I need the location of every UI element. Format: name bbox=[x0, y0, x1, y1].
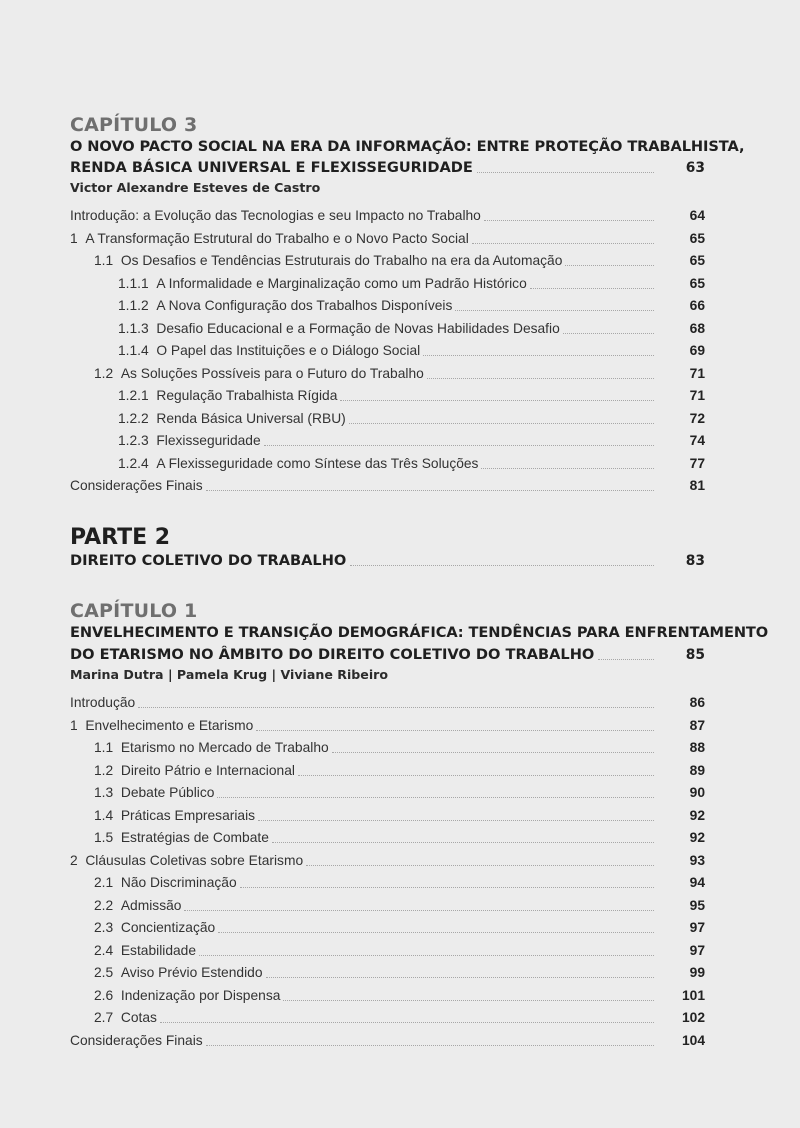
toc-entry[interactable] bbox=[70, 940, 705, 960]
toc-entry[interactable] bbox=[70, 782, 705, 802]
page-number: 77 bbox=[689, 456, 705, 471]
page-number: 93 bbox=[689, 853, 705, 868]
page-number: 97 bbox=[689, 920, 705, 935]
entry-number: 1.1 bbox=[94, 253, 121, 268]
page-number: 71 bbox=[689, 366, 705, 381]
entry-title: A Flexisseguridade como Síntese das Três Soluções bbox=[156, 456, 479, 471]
toc-entry[interactable] bbox=[70, 475, 705, 495]
toc-entry[interactable] bbox=[70, 363, 705, 383]
part-2-title-row[interactable] bbox=[70, 550, 705, 570]
toc-entry[interactable] bbox=[70, 250, 705, 270]
page-number: 66 bbox=[689, 298, 705, 313]
toc-entry[interactable] bbox=[70, 340, 705, 360]
page-number: 86 bbox=[689, 695, 705, 710]
entry-title: Cláusulas Coletivas sobre Etarismo bbox=[85, 853, 304, 868]
entry-title: Os Desafios e Tendências Estruturais do Trabalho na era da Automação bbox=[120, 253, 563, 268]
entry-title: A Transformação Estrutural do Trabalho e o Novo Pacto Social bbox=[85, 231, 469, 246]
entry-number: 2.2 bbox=[94, 898, 121, 913]
chapter-3-title-line1: O NOVO PACTO SOCIAL NA ERA DA INFORMAÇÃO: ENTRE PROTEÇÃO TRABALHISTA, bbox=[70, 138, 745, 155]
entry-title: Direito Pátrio e Internacional bbox=[120, 763, 295, 778]
entry-number: 2.6 bbox=[94, 988, 121, 1003]
entry-title: Práticas Empresariais bbox=[120, 808, 256, 823]
entry-title: Introdução bbox=[70, 695, 136, 710]
leader-dots bbox=[484, 220, 654, 221]
toc-entry[interactable] bbox=[70, 228, 705, 248]
entry-number: 2.5 bbox=[94, 965, 121, 980]
entry-title: Aviso Prévio Estendido bbox=[120, 965, 263, 980]
entry-title: Concientização bbox=[120, 920, 216, 935]
chapter-1-title-row[interactable] bbox=[70, 644, 705, 664]
entry-title: Etarismo no Mercado de Trabalho bbox=[120, 740, 329, 755]
leader-dots bbox=[283, 1000, 654, 1001]
leader-dots bbox=[272, 842, 654, 843]
page-number: 83 bbox=[685, 553, 705, 569]
page-number: 72 bbox=[689, 411, 705, 426]
page-number: 92 bbox=[689, 830, 705, 845]
toc-entry[interactable] bbox=[70, 205, 705, 225]
toc-entry[interactable] bbox=[70, 917, 705, 937]
entry-number: 2.3 bbox=[94, 920, 121, 935]
leader-dots bbox=[266, 977, 655, 978]
leader-dots bbox=[455, 310, 654, 311]
toc-entry[interactable] bbox=[70, 408, 705, 428]
page-number: 63 bbox=[685, 160, 705, 176]
page-number: 85 bbox=[685, 647, 705, 663]
entry-title: Não Discriminação bbox=[120, 875, 237, 890]
page-number: 81 bbox=[689, 478, 705, 493]
entry-number: 1.2.2 bbox=[118, 411, 157, 426]
chapter-1-title-line1: ENVELHECIMENTO E TRANSIÇÃO DEMOGRÁFICA: TENDÊNCIAS PARA ENFRENTAMENTO bbox=[70, 624, 769, 641]
leader-dots bbox=[218, 932, 654, 933]
chapter-3-label: CAPÍTULO 3 bbox=[70, 114, 198, 136]
page-number: 68 bbox=[689, 321, 705, 336]
entry-number: 1.1.2 bbox=[118, 298, 157, 313]
toc-entry[interactable] bbox=[70, 962, 705, 982]
page-number: 71 bbox=[689, 388, 705, 403]
page-number: 88 bbox=[689, 740, 705, 755]
leader-dots bbox=[472, 243, 654, 244]
leader-dots bbox=[199, 955, 654, 956]
toc-entry[interactable] bbox=[70, 737, 705, 757]
toc-entry[interactable] bbox=[70, 318, 705, 338]
entry-number: 2.4 bbox=[94, 943, 121, 958]
entry-title: A Informalidade e Marginalização como um Padrão Histórico bbox=[156, 276, 527, 291]
entry-title: A Nova Configuração dos Trabalhos Disponíveis bbox=[156, 298, 453, 313]
leader-dots bbox=[423, 355, 654, 356]
entry-title: Flexisseguridade bbox=[156, 433, 261, 448]
entry-title: As Soluções Possíveis para o Futuro do Trabalho bbox=[120, 366, 424, 381]
entry-number: 1.4 bbox=[94, 808, 121, 823]
entry-number: 1 bbox=[70, 231, 86, 246]
page-number: 87 bbox=[689, 718, 705, 733]
entry-number: 1.5 bbox=[94, 830, 121, 845]
page-number: 99 bbox=[689, 965, 705, 980]
entry-title: Introdução: a Evolução das Tecnologias e seu Impacto no Trabalho bbox=[70, 208, 481, 223]
page-number: 64 bbox=[689, 208, 705, 223]
page-number: 92 bbox=[689, 808, 705, 823]
leader-dots bbox=[206, 1045, 654, 1046]
toc-entry[interactable] bbox=[70, 805, 705, 825]
entry-title: Desafio Educacional e a Formação de Novas Habilidades Desafio bbox=[156, 321, 560, 336]
leader-dots bbox=[160, 1022, 654, 1023]
entry-title: Indenização por Dispensa bbox=[120, 988, 281, 1003]
leader-dots bbox=[256, 730, 654, 731]
leader-dots bbox=[217, 797, 654, 798]
part-2-label: PARTE 2 bbox=[70, 525, 171, 550]
leader-dots bbox=[264, 445, 654, 446]
toc-entry[interactable] bbox=[70, 715, 705, 735]
leader-dots bbox=[306, 865, 654, 866]
chapter-3-title-row[interactable] bbox=[70, 157, 705, 177]
page-number: 90 bbox=[689, 785, 705, 800]
entry-title: Estabilidade bbox=[120, 943, 197, 958]
page-number: 89 bbox=[689, 763, 705, 778]
part-2-title: DIREITO COLETIVO DO TRABALHO bbox=[70, 552, 347, 569]
entry-number: 1.1.1 bbox=[118, 276, 157, 291]
entry-title: O Papel das Instituições e o Diálogo Social bbox=[156, 343, 421, 358]
chapter-3-title-line2: RENDA BÁSICA UNIVERSAL E FLEXISSEGURIDADE bbox=[70, 159, 473, 176]
entry-title: Considerações Finais bbox=[70, 1033, 203, 1048]
page-number: 65 bbox=[689, 276, 705, 291]
leader-dots bbox=[206, 490, 654, 491]
entry-number: 1.2 bbox=[94, 763, 121, 778]
toc-entry[interactable] bbox=[70, 295, 705, 315]
entry-number: 1.2 bbox=[94, 366, 121, 381]
leader-dots bbox=[598, 659, 654, 660]
toc-entry[interactable] bbox=[70, 1007, 705, 1027]
entry-title: Considerações Finais bbox=[70, 478, 203, 493]
entry-number: 1.1 bbox=[94, 740, 121, 755]
leader-dots bbox=[565, 265, 654, 266]
page-number: 74 bbox=[689, 433, 705, 448]
toc-entry[interactable] bbox=[70, 273, 705, 293]
leader-dots bbox=[332, 752, 654, 753]
entry-number: 1.3 bbox=[94, 785, 121, 800]
leader-dots bbox=[563, 333, 654, 334]
leader-dots bbox=[481, 468, 654, 469]
chapter-1-label: CAPÍTULO 1 bbox=[70, 600, 198, 622]
entry-title: Envelhecimento e Etarismo bbox=[85, 718, 254, 733]
entry-title: Debate Público bbox=[120, 785, 215, 800]
page-number: 102 bbox=[681, 1010, 705, 1025]
page-number: 94 bbox=[689, 875, 705, 890]
toc-entry[interactable] bbox=[70, 1030, 705, 1050]
leader-dots bbox=[350, 565, 654, 566]
page-number: 65 bbox=[689, 253, 705, 268]
toc-entry[interactable] bbox=[70, 872, 705, 892]
toc-entry[interactable] bbox=[70, 692, 705, 712]
chapter-3-author: Victor Alexandre Esteves de Castro bbox=[70, 180, 321, 195]
page-number: 97 bbox=[689, 943, 705, 958]
page-number: 104 bbox=[681, 1033, 705, 1048]
entry-number: 1.1.4 bbox=[118, 343, 157, 358]
page-number: 65 bbox=[689, 231, 705, 246]
page-number: 69 bbox=[689, 343, 705, 358]
entry-number: 2.7 bbox=[94, 1010, 121, 1025]
entry-number: 1.1.3 bbox=[118, 321, 157, 336]
chapter-1-title-line2: DO ETARISMO NO ÂMBITO DO DIREITO COLETIVO DO TRABALHO bbox=[70, 646, 595, 663]
leader-dots bbox=[477, 172, 654, 173]
leader-dots bbox=[530, 288, 654, 289]
entry-number: 1.2.3 bbox=[118, 433, 157, 448]
entry-number: 2 bbox=[70, 853, 86, 868]
leader-dots bbox=[349, 423, 654, 424]
leader-dots bbox=[240, 887, 654, 888]
entry-number: 1 bbox=[70, 718, 86, 733]
page-number: 101 bbox=[681, 988, 705, 1003]
entry-title: Admissão bbox=[120, 898, 182, 913]
toc-entry[interactable] bbox=[70, 827, 705, 847]
leader-dots bbox=[258, 820, 654, 821]
toc-entry[interactable] bbox=[70, 430, 705, 450]
leader-dots bbox=[340, 400, 654, 401]
toc-entry[interactable] bbox=[70, 850, 705, 870]
page-number: 95 bbox=[689, 898, 705, 913]
entry-title: Cotas bbox=[120, 1010, 157, 1025]
entry-title: Renda Básica Universal (RBU) bbox=[156, 411, 346, 426]
leader-dots bbox=[184, 910, 654, 911]
leader-dots bbox=[138, 707, 654, 708]
toc-entry[interactable] bbox=[70, 453, 705, 473]
entry-number: 1.2.1 bbox=[118, 388, 157, 403]
entry-number: 2.1 bbox=[94, 875, 121, 890]
chapter-1-authors: Marina Dutra | Pamela Krug | Viviane Ribeiro bbox=[70, 667, 389, 682]
toc-entry[interactable] bbox=[70, 385, 705, 405]
toc-entry[interactable] bbox=[70, 760, 705, 780]
entry-title: Estratégias de Combate bbox=[120, 830, 269, 845]
toc-entry[interactable] bbox=[70, 895, 705, 915]
entry-number: 1.2.4 bbox=[118, 456, 157, 471]
toc-entry[interactable] bbox=[70, 985, 705, 1005]
leader-dots bbox=[427, 378, 654, 379]
entry-title: Regulação Trabalhista Rígida bbox=[156, 388, 338, 403]
leader-dots bbox=[298, 775, 654, 776]
